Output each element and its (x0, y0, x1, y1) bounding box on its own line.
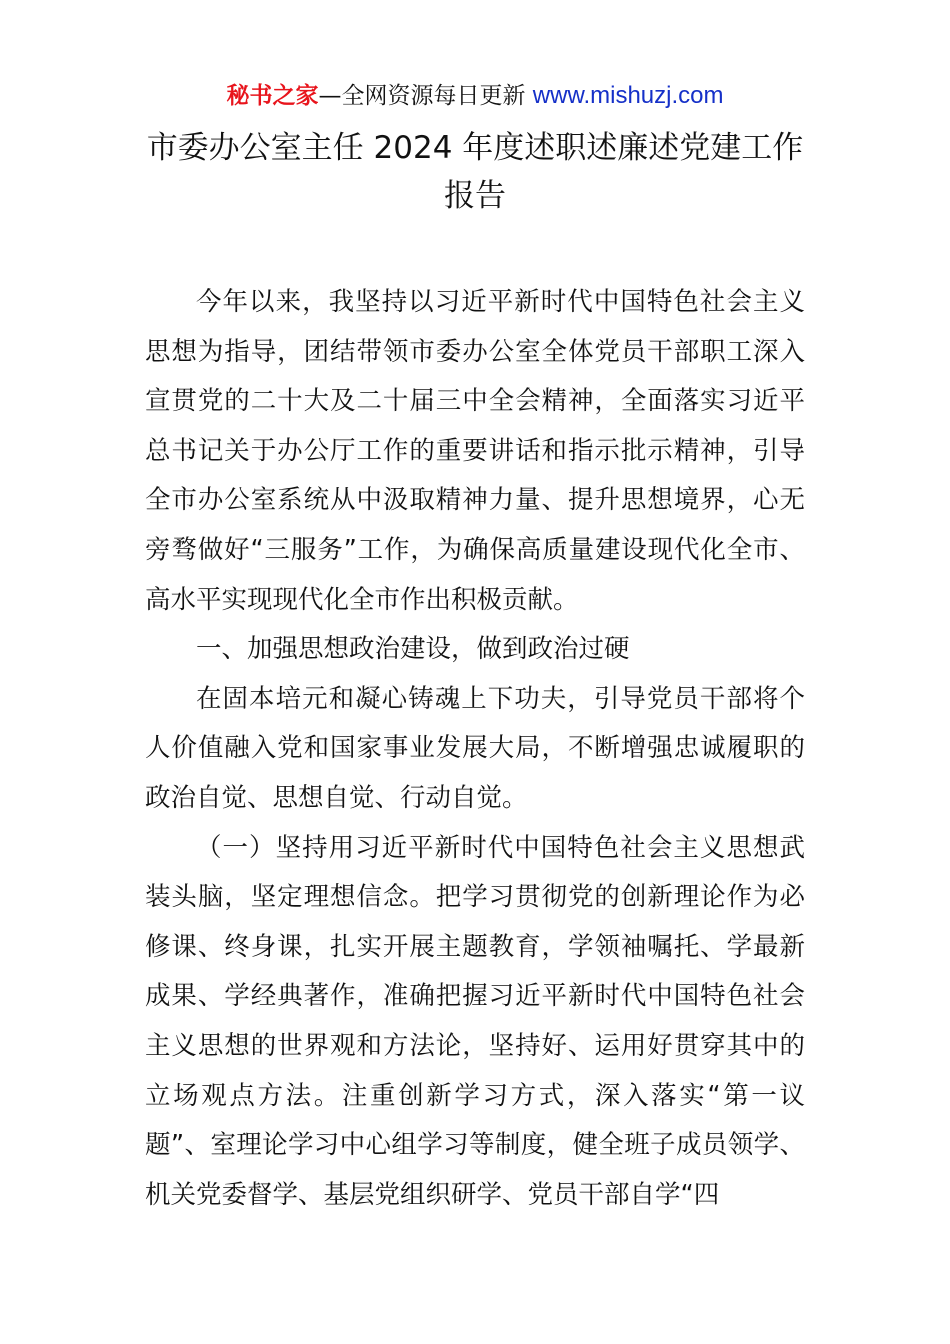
site-tagline: —全网资源每日更新 (318, 83, 533, 109)
document-title-line-2: 报告 (444, 178, 506, 214)
site-brand: 秘书之家 (226, 83, 319, 109)
document-body (145, 278, 805, 1220)
section-intro-paragraph: 在固本培元和凝心铸魂上下功夫，引导党员干部将个人价值融入党和国家事业发展大局，不断增强忠诚履职的政治自觉、思想自觉、行动自觉。 (145, 683, 805, 813)
intro-paragraph: 今年以来，我坚持以习近平新时代中国特色社会主义思想为指导，团结带领市委办公室全体党员干部职工深入宣贯党的二十大及二十届三中全会精神，全面落实习近平总书记关于办公厅工作的重要讲话和指示批示精神，引导全市办公室系统从中汲取精神力量、提升思想境界，心无旁骛做好“三服务”工作，为确保高质量建设现代化全市、高水平实现现代化全市作出积极贡献。 (145, 287, 805, 615)
document-title-line-1: 市委办公室主任 2024 年度述职述廉述党建工作 (146, 130, 804, 166)
section-heading: 一、加强思想政治建设，做到政治过硬 (196, 634, 630, 665)
document-title (120, 124, 830, 220)
subsection-paragraph: （一）坚持用习近平新时代中国特色社会主义思想武装头脑，坚定理想信念。把学习贯彻党的创新理论作为必修课、终身课，扎实开展主题教育，学领袖嘱托、学最新成果、学经典著作，准确把握习近平新时代中国特色社会主义思想的世界观和方法论，坚持好、运用好贯穿其中的立场观点方法。注重创新学习方式，深入落实“第一议题”、室理论学习中心组学习等制度，健全班子成员领学、机关党委督学、基层党组织研学、党员干部自学“四 (145, 832, 805, 1210)
site-header (0, 80, 950, 112)
site-url-link[interactable]: www.mishuzj.com (532, 82, 724, 109)
